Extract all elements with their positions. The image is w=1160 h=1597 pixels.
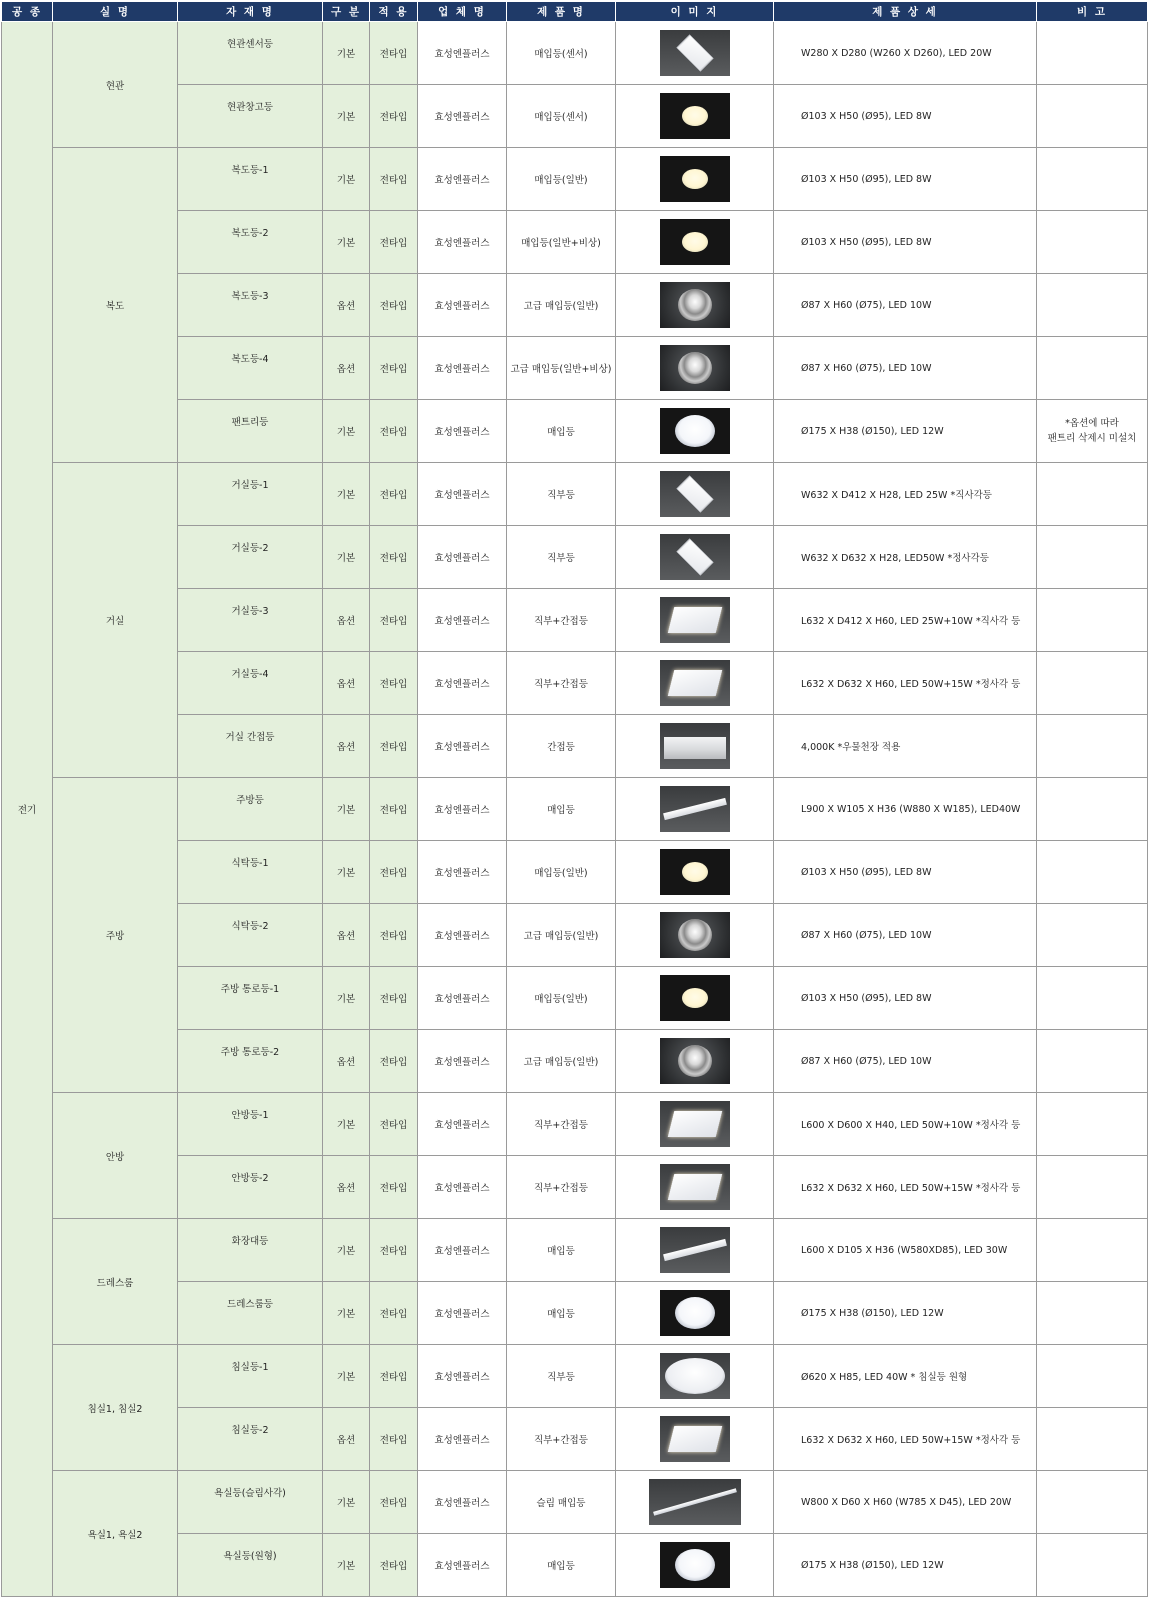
lighting-spec-table (1, 1, 1148, 1597)
note-cell (1037, 148, 1148, 211)
header-material: 자 재 명 (178, 2, 323, 22)
material-name-cell (178, 1345, 323, 1408)
image-cell (616, 1030, 774, 1093)
room-cell: 드레스룸 (53, 1219, 178, 1345)
type-cell: 기본 (323, 22, 370, 85)
square-panel-light-icon (660, 30, 730, 76)
type-cell: 옵션 (323, 589, 370, 652)
material-name-cell (178, 1030, 323, 1093)
image-cell (616, 1282, 774, 1345)
type-cell: 기본 (323, 1471, 370, 1534)
reflector-downlight-icon (660, 912, 730, 958)
image-cell (616, 1156, 774, 1219)
large-downlight-icon (660, 408, 730, 454)
vendor-cell: 효성엔플러스 (418, 1030, 507, 1093)
vendor-cell: 효성엔플러스 (418, 1408, 507, 1471)
round-downlight-icon (660, 849, 730, 895)
detail-cell: L600 X D105 X H36 (W580XD85), LED 30W (774, 1219, 1037, 1282)
round-downlight-icon (660, 975, 730, 1021)
room-cell: 거실 (53, 463, 178, 778)
vendor-cell: 효성엔플러스 (418, 652, 507, 715)
type-cell: 옵션 (323, 1030, 370, 1093)
apply-cell: 전타입 (370, 652, 418, 715)
material-name: 복도등-4 (231, 354, 269, 365)
material-name: 욕실등(슬림사각) (214, 1488, 286, 1499)
header-type: 구 분 (323, 2, 370, 22)
material-name-cell (178, 1534, 323, 1597)
product-cell: 매입등 (507, 1219, 616, 1282)
room-cell: 복도 (53, 148, 178, 463)
material-name: 팬트리등 (231, 417, 269, 428)
header-vendor: 업 체 명 (418, 2, 507, 22)
square-panel-light-icon (660, 534, 730, 580)
note-cell (1037, 337, 1148, 400)
round-ceiling-light-icon (660, 1353, 730, 1399)
material-name-cell (178, 274, 323, 337)
product-cell: 고급 매입등(일반) (507, 274, 616, 337)
apply-cell: 전타입 (370, 400, 418, 463)
note-cell (1037, 715, 1148, 778)
header-row (2, 2, 1148, 22)
material-name: 침실등-2 (231, 1425, 269, 1436)
vendor-cell: 효성엔플러스 (418, 400, 507, 463)
header-trade: 공 종 (2, 2, 53, 22)
type-cell: 기본 (323, 1282, 370, 1345)
header-detail: 제 품 상 세 (774, 2, 1037, 22)
material-name-cell (178, 715, 323, 778)
reflector-downlight-icon (660, 1038, 730, 1084)
material-name-cell (178, 589, 323, 652)
detail-cell: Ø103 X H50 (Ø95), LED 8W (774, 85, 1037, 148)
detail-cell: W632 X D632 X H28, LED50W *정사각등 (774, 526, 1037, 589)
material-name: 욕실등(원형) (223, 1551, 277, 1562)
rect-panel-light-icon (660, 597, 730, 643)
type-cell: 기본 (323, 967, 370, 1030)
apply-cell: 전타입 (370, 967, 418, 1030)
type-cell: 기본 (323, 778, 370, 841)
image-cell (616, 778, 774, 841)
product-cell: 직부+간접등 (507, 1156, 616, 1219)
note-cell (1037, 652, 1148, 715)
product-cell: 매입등(센서) (507, 22, 616, 85)
apply-cell: 전타입 (370, 1156, 418, 1219)
material-name: 거실등-1 (231, 480, 269, 491)
note-cell (1037, 274, 1148, 337)
round-downlight-icon (660, 93, 730, 139)
image-cell (616, 463, 774, 526)
detail-cell: L600 X D600 X H40, LED 50W+10W *정사각 등 (774, 1093, 1037, 1156)
material-name: 주방등 (236, 795, 264, 806)
large-downlight-icon (660, 1290, 730, 1336)
type-cell: 기본 (323, 1219, 370, 1282)
vendor-cell: 효성엔플러스 (418, 778, 507, 841)
trade-cell: 전기 (2, 22, 53, 1597)
reflector-downlight-icon (660, 282, 730, 328)
image-cell (616, 85, 774, 148)
material-name-cell (178, 1282, 323, 1345)
detail-cell: L632 X D632 X H60, LED 50W+15W *정사각 등 (774, 1408, 1037, 1471)
material-name: 안방등-2 (231, 1173, 269, 1184)
material-name: 드레스룸등 (227, 1299, 273, 1310)
material-name-cell (178, 211, 323, 274)
detail-cell: Ø87 X H60 (Ø75), LED 10W (774, 1030, 1037, 1093)
product-cell: 매입등 (507, 778, 616, 841)
product-cell: 직부+간접등 (507, 1093, 616, 1156)
product-cell: 직부등 (507, 1345, 616, 1408)
vendor-cell: 효성엔플러스 (418, 148, 507, 211)
material-name-cell (178, 148, 323, 211)
table-row (2, 778, 1148, 841)
detail-cell: W632 X D412 X H28, LED 25W *직사각등 (774, 463, 1037, 526)
detail-cell: Ø175 X H38 (Ø150), LED 12W (774, 400, 1037, 463)
type-cell: 옵션 (323, 904, 370, 967)
product-cell: 매입등 (507, 1534, 616, 1597)
product-cell: 매입등(일반) (507, 148, 616, 211)
vendor-cell: 효성엔플러스 (418, 1534, 507, 1597)
material-name-cell (178, 652, 323, 715)
apply-cell: 전타입 (370, 1093, 418, 1156)
image-cell (616, 148, 774, 211)
material-name: 안방등-1 (231, 1110, 269, 1121)
detail-cell: Ø175 X H38 (Ø150), LED 12W (774, 1534, 1037, 1597)
material-name: 복도등-3 (231, 291, 269, 302)
vendor-cell: 효성엔플러스 (418, 1345, 507, 1408)
type-cell: 기본 (323, 526, 370, 589)
note-cell (1037, 1345, 1148, 1408)
product-cell: 직부등 (507, 526, 616, 589)
product-cell: 고급 매입등(일반) (507, 1030, 616, 1093)
material-name: 현관센서등 (227, 39, 273, 50)
type-cell: 기본 (323, 463, 370, 526)
apply-cell: 전타입 (370, 589, 418, 652)
note-cell (1037, 1534, 1148, 1597)
detail-cell: Ø103 X H50 (Ø95), LED 8W (774, 211, 1037, 274)
rect-panel-light-icon (660, 660, 730, 706)
rect-panel-light-icon (660, 1416, 730, 1462)
vendor-cell: 효성엔플러스 (418, 1282, 507, 1345)
apply-cell: 전타입 (370, 337, 418, 400)
image-cell (616, 652, 774, 715)
note-cell (1037, 904, 1148, 967)
apply-cell: 전타입 (370, 463, 418, 526)
vendor-cell: 효성엔플러스 (418, 337, 507, 400)
header-image: 이 미 지 (616, 2, 774, 22)
material-name-cell (178, 1408, 323, 1471)
product-cell: 직부+간접등 (507, 589, 616, 652)
detail-cell: Ø87 X H60 (Ø75), LED 10W (774, 274, 1037, 337)
type-cell: 옵션 (323, 1156, 370, 1219)
vendor-cell: 효성엔플러스 (418, 211, 507, 274)
table-row (2, 22, 1148, 85)
type-cell: 기본 (323, 400, 370, 463)
image-cell (616, 22, 774, 85)
vendor-cell: 효성엔플러스 (418, 463, 507, 526)
note-cell (1037, 589, 1148, 652)
note-cell (1037, 526, 1148, 589)
room-cell: 안방 (53, 1093, 178, 1219)
material-name: 주방 통로등-1 (220, 984, 280, 995)
table-row (2, 1345, 1148, 1408)
vendor-cell: 효성엔플러스 (418, 274, 507, 337)
header-product: 제 품 명 (507, 2, 616, 22)
image-cell (616, 1534, 774, 1597)
header-apply: 적 용 (370, 2, 418, 22)
material-name: 침실등-1 (231, 1362, 269, 1373)
detail-cell: Ø87 X H60 (Ø75), LED 10W (774, 337, 1037, 400)
material-name: 복도등-1 (231, 165, 269, 176)
product-cell: 매입등(일반) (507, 967, 616, 1030)
apply-cell: 전타입 (370, 715, 418, 778)
note-cell (1037, 211, 1148, 274)
product-cell: 고급 매입등(일반+비상) (507, 337, 616, 400)
image-cell (616, 274, 774, 337)
vendor-cell: 효성엔플러스 (418, 841, 507, 904)
image-cell (616, 1093, 774, 1156)
apply-cell: 전타입 (370, 85, 418, 148)
material-name: 화장대등 (231, 1236, 269, 1247)
material-name: 거실 간접등 (225, 732, 275, 743)
material-name-cell (178, 1093, 323, 1156)
apply-cell: 전타입 (370, 526, 418, 589)
material-name: 복도등-2 (231, 228, 269, 239)
apply-cell: 전타입 (370, 148, 418, 211)
material-name-cell (178, 967, 323, 1030)
material-name-cell (178, 526, 323, 589)
slim-linear-light-icon (649, 1479, 741, 1525)
note-cell: *옵션에 따라 팬트리 삭제시 미설치 (1037, 400, 1148, 463)
vendor-cell: 효성엔플러스 (418, 904, 507, 967)
note-cell (1037, 1282, 1148, 1345)
note-cell (1037, 22, 1148, 85)
note-cell (1037, 1471, 1148, 1534)
vendor-cell: 효성엔플러스 (418, 1156, 507, 1219)
table-row (2, 1219, 1148, 1282)
round-downlight-icon (660, 219, 730, 265)
apply-cell: 전타입 (370, 1030, 418, 1093)
type-cell: 기본 (323, 148, 370, 211)
vendor-cell: 효성엔플러스 (418, 22, 507, 85)
material-name-cell (178, 400, 323, 463)
detail-cell: Ø103 X H50 (Ø95), LED 8W (774, 841, 1037, 904)
room-cell: 욕실1, 욕실2 (53, 1471, 178, 1597)
detail-cell: W800 X D60 X H60 (W785 X D45), LED 20W (774, 1471, 1037, 1534)
vendor-cell: 효성엔플러스 (418, 967, 507, 1030)
type-cell: 옵션 (323, 337, 370, 400)
product-cell: 매입등(일반) (507, 841, 616, 904)
type-cell: 옵션 (323, 715, 370, 778)
room-cell: 현관 (53, 22, 178, 148)
type-cell: 기본 (323, 85, 370, 148)
apply-cell: 전타입 (370, 1219, 418, 1282)
apply-cell: 전타입 (370, 841, 418, 904)
linear-light-icon (660, 1227, 730, 1273)
detail-cell: Ø620 X H85, LED 40W * 침실등 원형 (774, 1345, 1037, 1408)
type-cell: 기본 (323, 841, 370, 904)
cove-light-icon (660, 723, 730, 769)
product-cell: 직부+간접등 (507, 1408, 616, 1471)
image-cell (616, 904, 774, 967)
apply-cell: 전타입 (370, 1534, 418, 1597)
product-cell: 매입등(센서) (507, 85, 616, 148)
apply-cell: 전타입 (370, 1345, 418, 1408)
apply-cell: 전타입 (370, 211, 418, 274)
apply-cell: 전타입 (370, 778, 418, 841)
apply-cell: 전타입 (370, 1471, 418, 1534)
square-panel-light-icon (660, 471, 730, 517)
image-cell (616, 589, 774, 652)
table-row (2, 1093, 1148, 1156)
type-cell: 기본 (323, 1534, 370, 1597)
type-cell: 기본 (323, 1093, 370, 1156)
rect-panel-light-icon (660, 1101, 730, 1147)
detail-cell: 4,000K *우물천장 적용 (774, 715, 1037, 778)
note-cell (1037, 841, 1148, 904)
note-cell (1037, 1408, 1148, 1471)
note-cell (1037, 85, 1148, 148)
product-cell: 매입등 (507, 400, 616, 463)
vendor-cell: 효성엔플러스 (418, 526, 507, 589)
note-cell (1037, 1093, 1148, 1156)
room-cell: 침실1, 침실2 (53, 1345, 178, 1471)
note-cell (1037, 463, 1148, 526)
image-cell (616, 1219, 774, 1282)
vendor-cell: 효성엔플러스 (418, 1471, 507, 1534)
note-cell (1037, 1030, 1148, 1093)
image-cell (616, 526, 774, 589)
note-cell (1037, 1156, 1148, 1219)
product-cell: 간접등 (507, 715, 616, 778)
vendor-cell: 효성엔플러스 (418, 1219, 507, 1282)
image-cell (616, 1345, 774, 1408)
table-row (2, 1471, 1148, 1534)
apply-cell: 전타입 (370, 274, 418, 337)
vendor-cell: 효성엔플러스 (418, 715, 507, 778)
image-cell (616, 841, 774, 904)
detail-cell: L632 X D632 X H60, LED 50W+15W *정사각 등 (774, 1156, 1037, 1219)
header-note: 비 고 (1037, 2, 1148, 22)
material-name-cell (178, 904, 323, 967)
apply-cell: 전타입 (370, 904, 418, 967)
vendor-cell: 효성엔플러스 (418, 1093, 507, 1156)
vendor-cell: 효성엔플러스 (418, 85, 507, 148)
image-cell (616, 715, 774, 778)
large-downlight-icon (660, 1542, 730, 1588)
material-name-cell (178, 463, 323, 526)
detail-cell: Ø103 X H50 (Ø95), LED 8W (774, 967, 1037, 1030)
material-name-cell (178, 841, 323, 904)
detail-cell: L900 X W105 X H36 (W880 X W185), LED40W (774, 778, 1037, 841)
room-cell: 주방 (53, 778, 178, 1093)
apply-cell: 전타입 (370, 1408, 418, 1471)
image-cell (616, 337, 774, 400)
rect-panel-light-icon (660, 1164, 730, 1210)
material-name-cell (178, 22, 323, 85)
reflector-downlight-icon (660, 345, 730, 391)
detail-cell: Ø103 X H50 (Ø95), LED 8W (774, 148, 1037, 211)
material-name: 거실등-2 (231, 543, 269, 554)
detail-cell: L632 X D412 X H60, LED 25W+10W *직사각 등 (774, 589, 1037, 652)
type-cell: 옵션 (323, 652, 370, 715)
material-name-cell (178, 778, 323, 841)
product-cell: 고급 매입등(일반) (507, 904, 616, 967)
apply-cell: 전타입 (370, 1282, 418, 1345)
image-cell (616, 400, 774, 463)
type-cell: 기본 (323, 211, 370, 274)
header-room: 실 명 (53, 2, 178, 22)
product-cell: 슬림 매입등 (507, 1471, 616, 1534)
material-name: 거실등-3 (231, 606, 269, 617)
product-cell: 직부+간접등 (507, 652, 616, 715)
material-name: 현관창고등 (227, 102, 273, 113)
linear-light-icon (660, 786, 730, 832)
image-cell (616, 1408, 774, 1471)
table-row (2, 463, 1148, 526)
detail-cell: Ø175 X H38 (Ø150), LED 12W (774, 1282, 1037, 1345)
table-row (2, 148, 1148, 211)
product-cell: 직부등 (507, 463, 616, 526)
image-cell (616, 967, 774, 1030)
material-name-cell (178, 1156, 323, 1219)
detail-cell: L632 X D632 X H60, LED 50W+15W *정사각 등 (774, 652, 1037, 715)
material-name: 주방 통로등-2 (220, 1047, 280, 1058)
image-cell (616, 1471, 774, 1534)
material-name-cell (178, 1219, 323, 1282)
material-name: 식탁등-2 (231, 921, 269, 932)
material-name-cell (178, 337, 323, 400)
note-cell (1037, 1219, 1148, 1282)
product-cell: 매입등(일반+비상) (507, 211, 616, 274)
note-cell (1037, 967, 1148, 1030)
round-downlight-icon (660, 156, 730, 202)
product-cell: 매입등 (507, 1282, 616, 1345)
type-cell: 옵션 (323, 274, 370, 337)
material-name: 거실등-4 (231, 669, 269, 680)
type-cell: 옵션 (323, 1408, 370, 1471)
type-cell: 기본 (323, 1345, 370, 1408)
detail-cell: Ø87 X H60 (Ø75), LED 10W (774, 904, 1037, 967)
material-name-cell (178, 85, 323, 148)
material-name: 식탁등-1 (231, 858, 269, 869)
material-name-cell (178, 1471, 323, 1534)
note-cell (1037, 778, 1148, 841)
vendor-cell: 효성엔플러스 (418, 589, 507, 652)
image-cell (616, 211, 774, 274)
apply-cell: 전타입 (370, 22, 418, 85)
detail-cell: W280 X D280 (W260 X D260), LED 20W (774, 22, 1037, 85)
